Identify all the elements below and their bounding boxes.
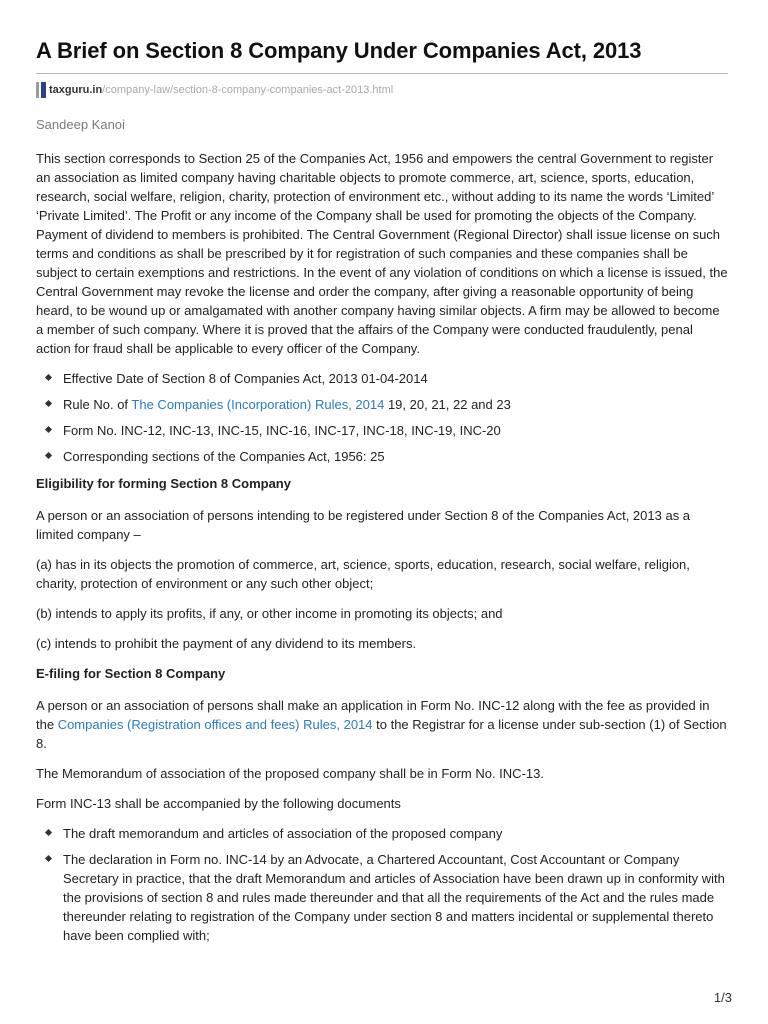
efiling-application-paragraph: A person or an association of persons shall make an application in Form No. INC-12 along with the fee as provided in the Companies (Registration offices and fees) Rules, 2014 to the Registrar for a license under sub-section (1) of Section 8.: [36, 698, 727, 751]
source-path[interactable]: /company-law/section-8-company-companies-act-2013.html: [102, 84, 394, 96]
efiling-heading: E-filing for Section 8 Company: [36, 666, 226, 681]
author-name: Sandeep Kanoi: [36, 117, 125, 132]
eligibility-heading: Eligibility for forming Section 8 Company: [36, 476, 291, 491]
registration-fees-rules-link[interactable]: Companies (Registration offices and fees) Rules, 2014: [57, 717, 373, 732]
title-divider: [36, 73, 728, 74]
list-item: Effective Date of Section 8 of Companies Act, 2013 01-04-2014: [36, 369, 728, 388]
memorandum-paragraph: The Memorandum of association of the proposed company shall be in Form No. INC-13.: [36, 766, 544, 781]
source-domain[interactable]: taxguru.in: [49, 84, 103, 96]
page-number: 1/3: [713, 990, 732, 1005]
eligibility-lead: A person or an association of persons intending to be registered under Section 8 of the Companies Act, 2013 as a limited company –: [36, 508, 691, 542]
eligibility-clause-a: (a) has in its objects the promotion of commerce, art, science, sports, education, research, social welfare, religion, charity, protection of environment or any such other object;: [36, 557, 690, 591]
eligibility-clause-c: (c) intends to prohibit the payment of any dividend to its members.: [36, 636, 417, 651]
bullet-icon: [45, 829, 52, 836]
taxguru-logo-icon: [36, 82, 46, 98]
bullet-icon: [45, 452, 52, 459]
facts-list: [36, 369, 728, 466]
list-item: The declaration in Form no. INC-14 by an Advocate, a Chartered Accountant, Cost Accountant or Company Secretary in practice, that the draft Memorandum and articles of Association have been drawn up in conformity with the provisions of section 8 and rules made thereunder and that all the requirements of the Act and the rules made thereunder relating to registration of the Company under section 8 and matters incidental or supplemental thereto have been complied with;: [36, 850, 728, 945]
bullet-icon: [45, 374, 52, 381]
documents-list: [36, 824, 728, 945]
bullet-icon: [45, 855, 52, 862]
article-body: [36, 149, 728, 953]
list-item: The draft memorandum and articles of association of the proposed company: [36, 824, 728, 843]
bullet-icon: [45, 426, 52, 433]
list-item: Form No. INC-12, INC-13, INC-15, INC-16, INC-17, INC-18, INC-19, INC-20: [36, 421, 728, 440]
documents-lead: Form INC-13 shall be accompanied by the following documents: [36, 796, 401, 811]
page-title: A Brief on Section 8 Company Under Companies Act, 2013: [36, 38, 642, 63]
incorporation-rules-link[interactable]: The Companies (Incorporation) Rules, 2014: [131, 397, 385, 412]
source-url[interactable]: [36, 81, 393, 99]
bullet-icon: [45, 400, 52, 407]
list-item: Rule No. of The Companies (Incorporation) Rules, 2014 19, 20, 21, 22 and 23: [36, 395, 728, 414]
eligibility-clause-b: (b) intends to apply its profits, if any, or other income in promoting its objects; and: [36, 606, 503, 621]
intro-paragraph: This section corresponds to Section 25 of the Companies Act, 1956 and empowers the central Government to register an association as limited company having charitable objects to promote commerce, art, science, sports, education, research, social welfare, religion, charity, protection of environment etc., without adding to its name the words ‘Limited’ ‘Private Limited’. The Profit or any income of the Company shall be used for promoting the objects of the Company. Payment of dividend to members is prohibited. The Central Government (Regional Director) shall issue license on such terms and conditions as shall be prescribed by it for registration of such companies and these companies shall be subject to certain exemptions and restrictions. In the event of any violation of conditions on which a license is issued, the Central Government may revoke the license and order the company, after giving a reasonable opportunity of being heard, to be wound up or amalgamated with another company having similar objects. A firm may be allowed to become a member of such company. Where it is proved that the affairs of the Company were conducted fraudulently, penal action for fraud shall be applicable to every officer of the Company.: [36, 151, 728, 356]
list-item: Corresponding sections of the Companies Act, 1956: 25: [36, 447, 728, 466]
